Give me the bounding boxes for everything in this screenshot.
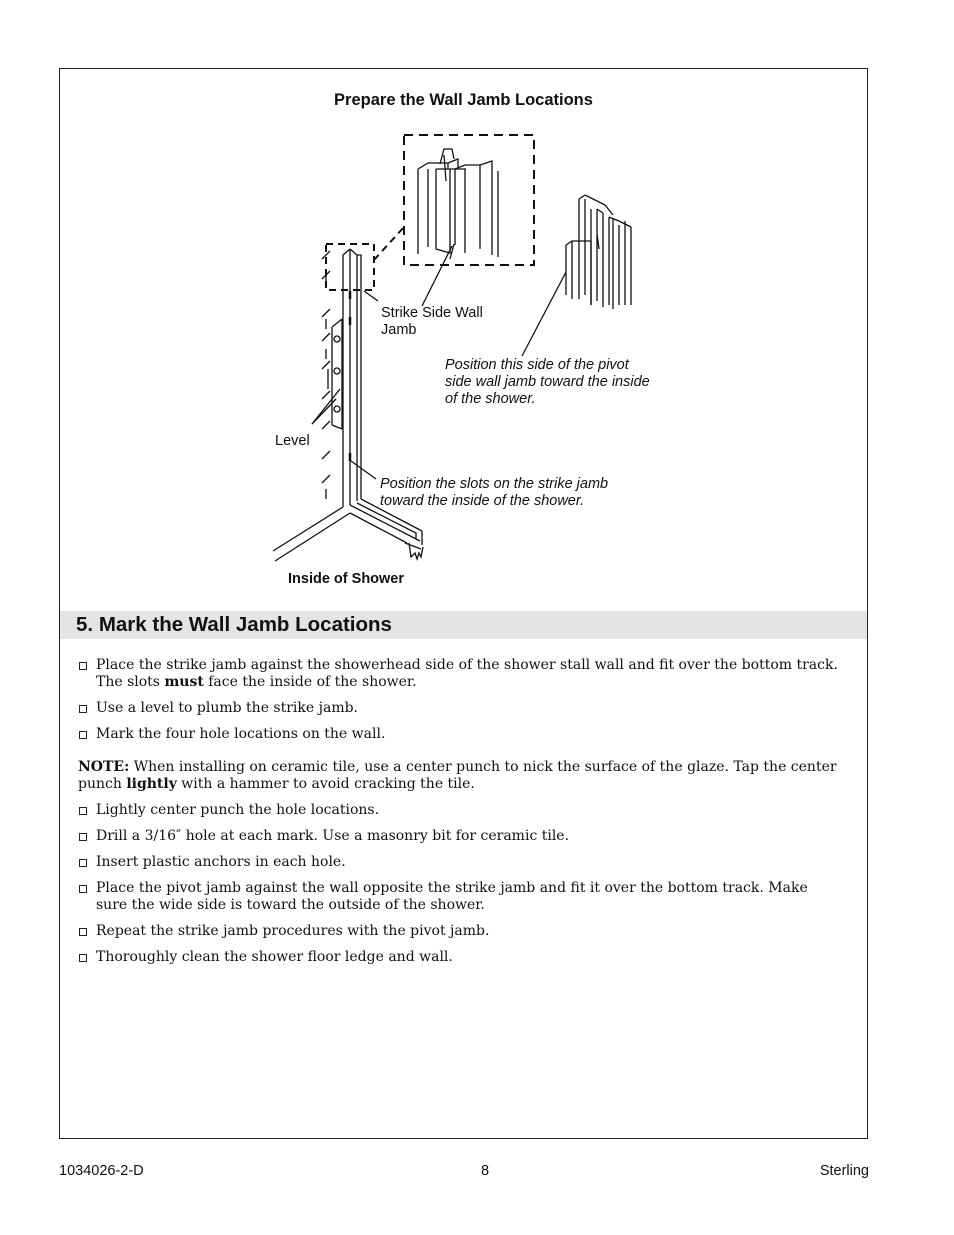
step-text: Mark the four hole locations on the wall.: [96, 726, 386, 742]
list-item: [78, 828, 838, 845]
footer-brand: Sterling: [819, 1163, 869, 1179]
checkbox-bullet-icon: [79, 859, 87, 867]
note-text-before: When installing on ceramic tile, use a center punch to nick the surface of the glaze. Tap the center punch: [78, 759, 837, 792]
section-title-text: Mark the Wall Jamb Locations: [98, 613, 392, 636]
note-bold: lightly: [126, 776, 177, 792]
list-item: [78, 802, 838, 819]
step-text: Thoroughly clean the shower floor ledge and wall.: [96, 949, 453, 965]
checkbox-bullet-icon: [79, 705, 87, 713]
content-frame: [59, 68, 868, 1139]
checkbox-bullet-icon: [79, 885, 87, 893]
list-item: [78, 880, 838, 914]
checkbox-bullet-icon: [79, 731, 87, 739]
list-item: [78, 700, 838, 717]
list-item: [78, 949, 838, 966]
step-text-after: face the inside of the shower.: [203, 674, 417, 690]
note-label: NOTE:: [78, 759, 130, 775]
step-text: Repeat the strike jamb procedures with the pivot jamb.: [96, 923, 490, 939]
section-number: 5.: [76, 613, 94, 636]
step-text: Place the pivot jamb against the wall opposite the strike jamb and fit it over the bottom track. Make sure the wide side is toward the outside of the shower.: [96, 880, 808, 913]
section-header: [60, 611, 867, 639]
checkbox-bullet-icon: [79, 954, 87, 962]
footer-page-number: 8: [481, 1163, 490, 1179]
list-item: [78, 854, 838, 871]
step-text: Drill a 3/16″ hole at each mark. Use a masonry bit for ceramic tile.: [96, 828, 570, 844]
step-text: Use a level to plumb the strike jamb.: [96, 700, 359, 716]
checkbox-bullet-icon: [79, 928, 87, 936]
list-item: [78, 726, 838, 743]
figure-title: Prepare the Wall Jamb Locations: [334, 91, 593, 109]
section-title: [76, 613, 392, 637]
note-paragraph: [78, 759, 838, 793]
step-emphasis: must: [164, 674, 204, 690]
callout-level: Level: [275, 433, 310, 449]
checkbox-bullet-icon: [79, 807, 87, 815]
callout-pivot-side: Position this side of the pivot side wall jamb toward the inside of the shower.: [445, 357, 650, 407]
figure-caption: Inside of Shower: [288, 571, 405, 587]
footer-doc-number: 1034026-2-D: [59, 1163, 144, 1179]
checkbox-bullet-icon: [79, 833, 87, 841]
note-text-after: with a hammer to avoid cracking the tile.: [176, 776, 475, 792]
callout-strike-jamb: Strike Side Wall Jamb: [381, 305, 483, 338]
list-item: [78, 657, 838, 691]
callout-slots: Position the slots on the strike jamb toward the inside of the shower.: [380, 476, 609, 509]
step-text: Lightly center punch the hole locations.: [96, 802, 380, 818]
list-item: [78, 923, 838, 940]
instruction-list: [78, 657, 838, 975]
step-text: Place the strike jamb against the showerhead side of the shower stall wall and fit over the bottom track. The slots: [96, 657, 838, 690]
step-text: Insert plastic anchors in each hole.: [96, 854, 346, 870]
checkbox-bullet-icon: [79, 662, 87, 670]
